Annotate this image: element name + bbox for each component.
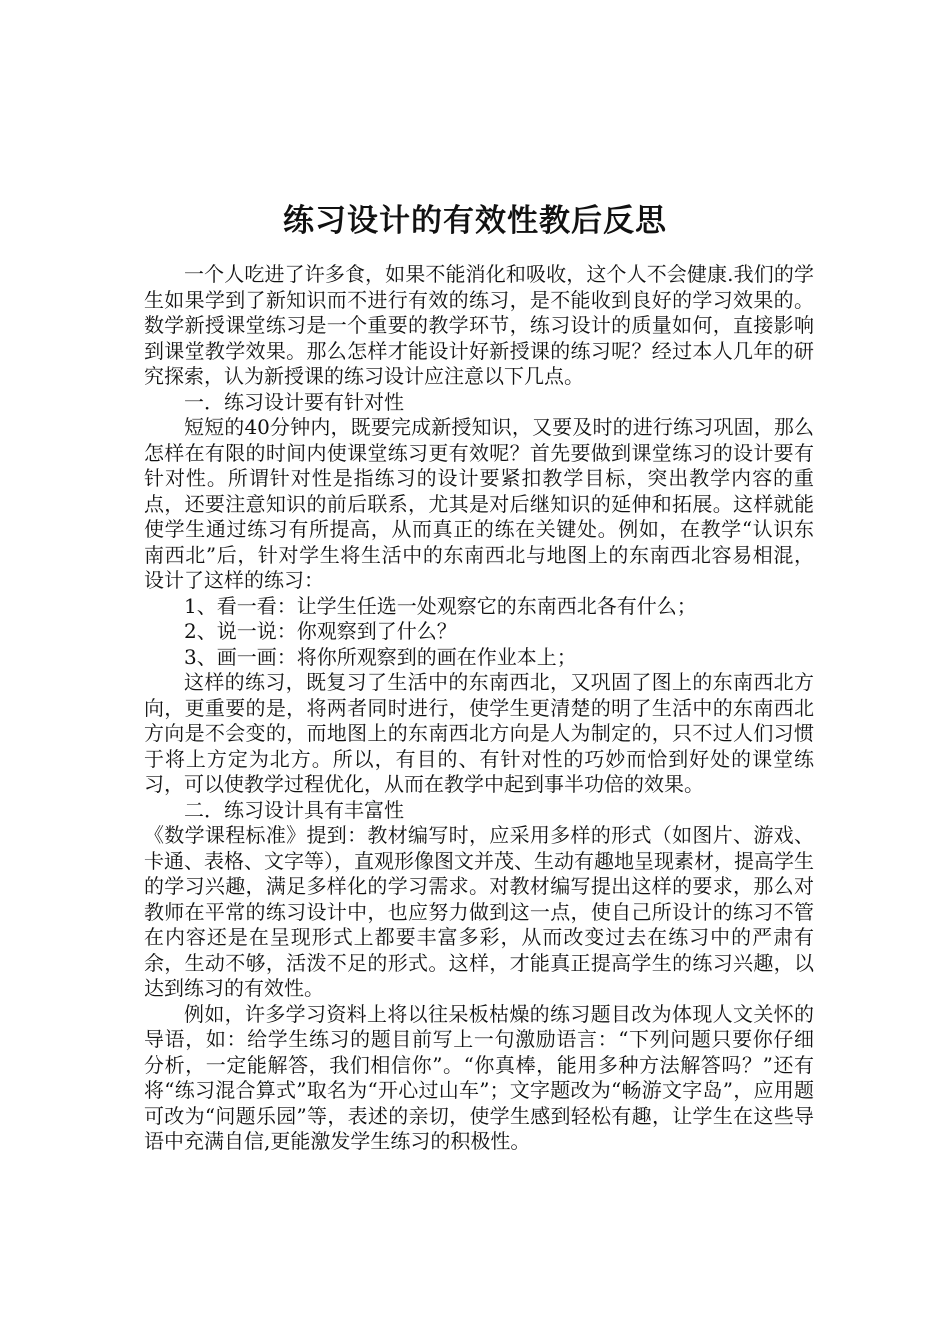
section-heading-2: 二．练习设计具有丰富性 bbox=[184, 797, 404, 822]
paragraph-section-2: 《数学课程标准》提到：教材编写时，应采用多样的形式（如图片、游戏、卡通、表格、文字等），直观形像图文并茂、生动有趣地呈现素材，提高学生的学习兴趣，满足多样化的学习需求。对教材编写提出这样的要求，那么对教师在平常的练习设计中，也应努力做到这一点，使自己所设计的练习不管在内容还是在呈现形式上都要丰富多彩，从而改变过去在练习中的严肃有余，生动不够，活泼不足的形式。这样，才能真正提高学生的练习兴趣，以达到练习的有效性。 bbox=[144, 823, 814, 1000]
document-body bbox=[144, 262, 814, 1155]
paragraph-section-1: 短短的40分钟内，既要完成新授知识，又要及时的进行练习巩固，那么怎样在有限的时间内使课堂练习更有效呢？首先要做到课堂练习的设计要有针对性。所谓针对性是指练习的设计要紧扣教学目标，突出教学内容的重点，还要注意知识的前后联系，尤其是对后继知识的延伸和拓展。这样就能使学生通过练习有所提高，从而真正的练在关键处。例如，在教学“认识东南西北”后，针对学生将生活中的东南西北与地图上的东南西北容易相混，设计了这样的练习： bbox=[144, 415, 814, 592]
list-item-1: 1、看一看：让学生任选一处观察它的东南西北各有什么； bbox=[184, 593, 697, 618]
paragraph-intro: 一个人吃进了许多食，如果不能消化和吸收，这个人不会健康.我们的学生如果学到了新知识而不进行有效的练习，是不能收到良好的学习效果的。数学新授课堂练习是一个重要的教学环节，练习设计的质量如何，直接影响到课堂教学效果。那么怎样才能设计好新授课的练习呢？经过本人几年的研究探索，认为新授课的练习设计应注意以下几点。 bbox=[144, 262, 814, 388]
document-title: 练习设计的有效性教后反思 bbox=[283, 203, 667, 239]
list-item-3: 3、画一画：将你所观察到的画在作业本上； bbox=[184, 644, 577, 669]
paragraph-section-2-example: 例如，许多学习资料上将以往呆板枯燥的练习题目改为体现人文关怀的导语，如：给学生练习的题目前写上一句激励语言：“下列问题只要你仔细分析，一定能解答，我们相信你”。“你真棒，能用多种方法解答吗？”还有将“练习混合算式”取名为“开心过山车”；文字题改为“畅游文字岛”，应用题可改为“问题乐园”等，表述的亲切，使学生感到轻松有趣，让学生在这些导语中充满自信,更能激发学生练习的积极性。 bbox=[144, 1001, 814, 1153]
section-heading-1: 一．练习设计要有针对性 bbox=[184, 389, 404, 414]
list-item-2: 2、说一说：你观察到了什么？ bbox=[184, 619, 457, 643]
paragraph-section-1-conclusion: 这样的练习，既复习了生活中的东南西北，又巩固了图上的东南西北方向，更重要的是，将两者同时进行，使学生更清楚的明了生活中的东南西北方向是不会变的，而地图上的东南西北方向是人为制定的，只不过人们习惯于将上方定为北方。所以，有目的、有针对性的巧妙而恰到好处的课堂练习，可以使教学过程优化，从而在教学中起到事半功倍的效果。 bbox=[144, 670, 814, 796]
